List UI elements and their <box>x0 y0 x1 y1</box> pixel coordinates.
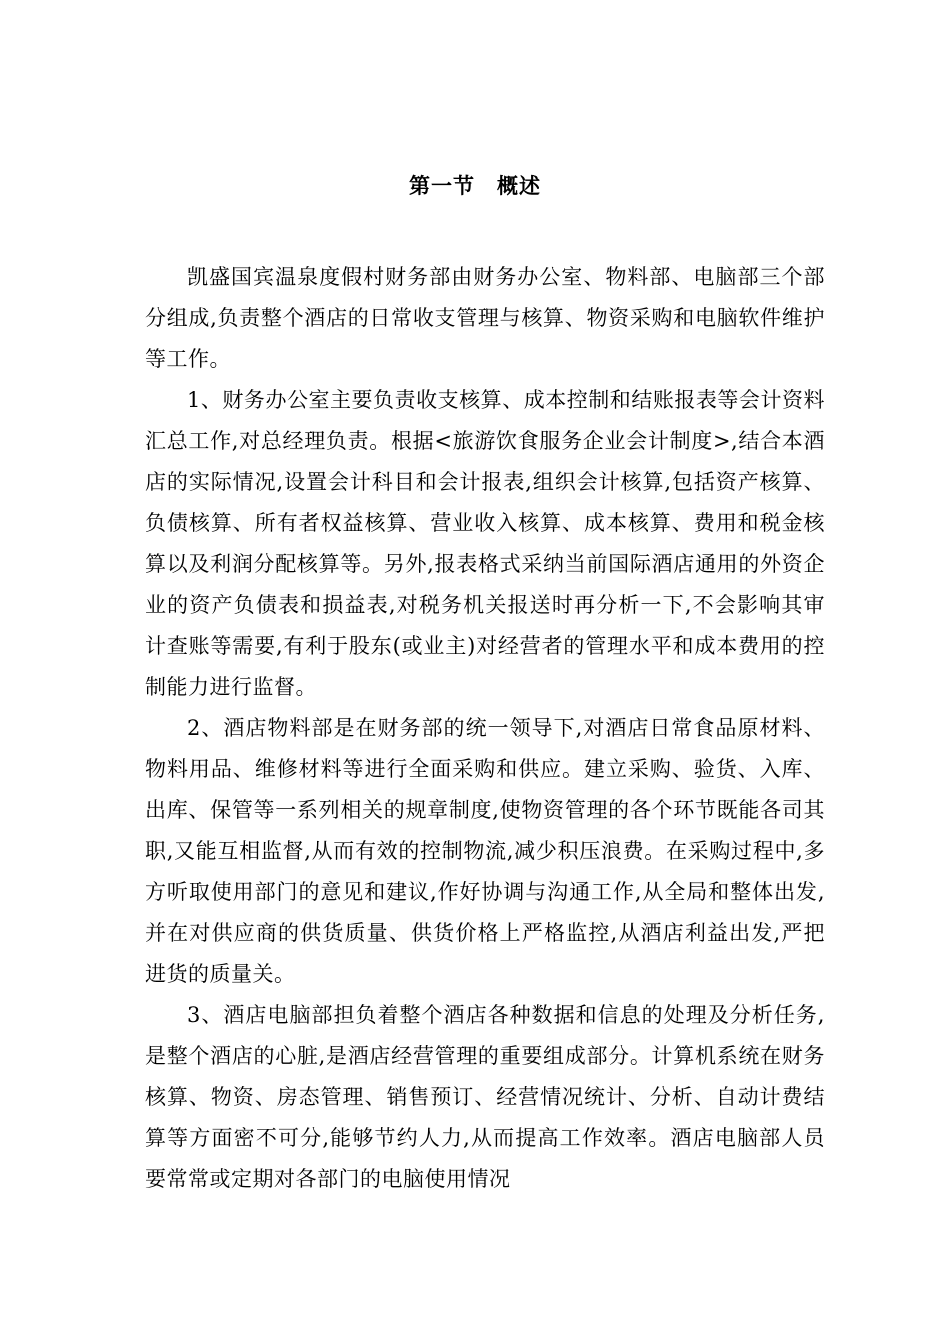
paragraph-computer-dept: 3、酒店电脑部担负着整个酒店各种数据和信息的处理及分析任务,是整个酒店的心脏,是酒店经营管理的重要组成部分。计算机系统在财务核算、物资、房态管理、销售预订、经营情况统计、分析、自动计费结算等方面密不可分,能够节约人力,从而提高工作效率。酒店电脑部人员要常常或定期对各部门的电脑使用情况 <box>145 1003 825 1191</box>
document-body <box>145 257 825 1200</box>
paragraph-materials-dept: 2、酒店物料部是在财务部的统一领导下,对酒店日常食品原材料、物料用品、维修材料等进行全面采购和供应。建立采购、验货、入库、出库、保管等一系列相关的规章制度,使物资管理的各个环节既能各司其职,又能互相监督,从而有效的控制物流,减少积压浪费。在采购过程中,多方听取使用部门的意见和建议,作好协调与沟通工作,从全局和整体出发,并在对供应商的供货质量、供货价格上严格监控,从酒店利益出发,严把进货的质量关。 <box>145 716 825 986</box>
section-title: 第一节 概述 <box>409 173 541 198</box>
paragraph-finance-office: 1、财务办公室主要负责收支核算、成本控制和结账报表等会计资料汇总工作,对总经理负责。根据<旅游饮食服务企业会计制度>,结合本酒店的实际情况,设置会计科目和会计报表,组织会计核算,包括资产核算、负债核算、所有者权益核算、营业收入核算、成本核算、费用和税金核算以及利润分配核算等。另外,报表格式采纳当前国际酒店通用的外资企业的资产负债表和损益表,对税务机关报送时再分析一下,不会影响其审计查账等需要,有利于股东(或业主)对经营者的管理水平和成本费用的控制能力进行监督。 <box>145 388 825 699</box>
paragraph-intro: 凯盛国宾温泉度假村财务部由财务办公室、物料部、电脑部三个部分组成,负责整个酒店的日常收支管理与核算、物资采购和电脑软件维护等工作。 <box>145 265 825 371</box>
